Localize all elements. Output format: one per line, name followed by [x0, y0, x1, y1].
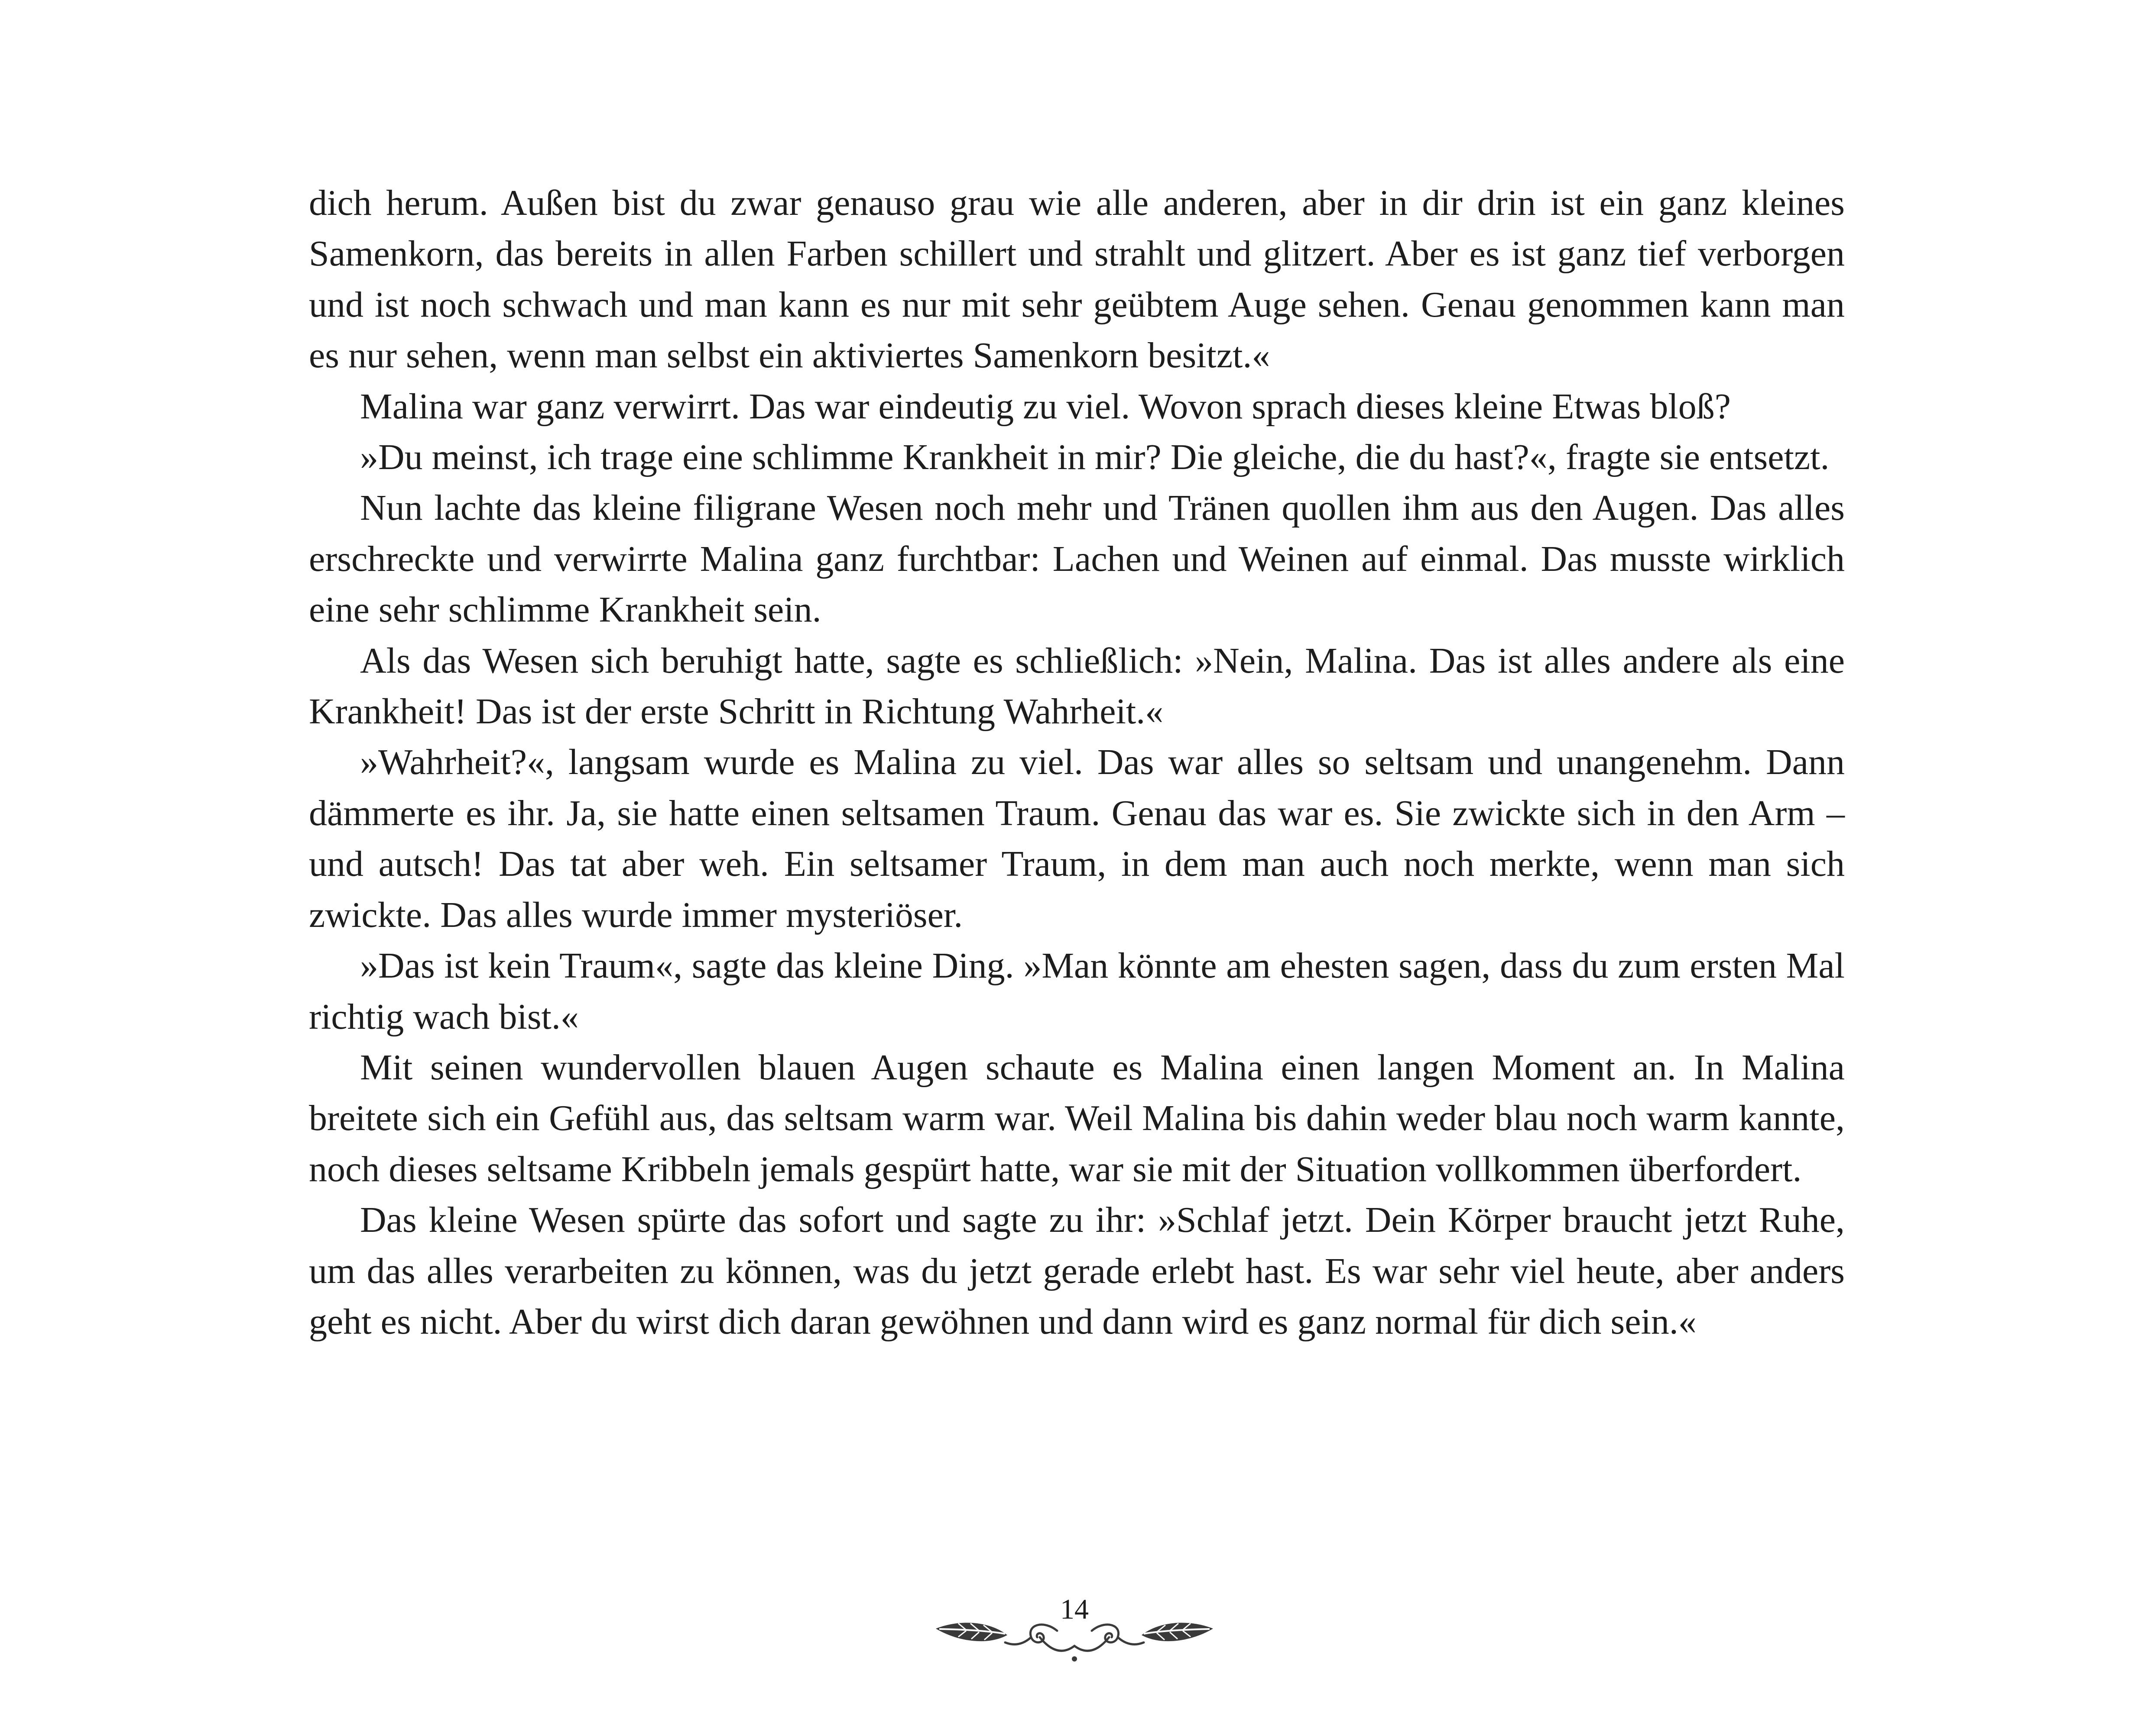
- paragraph-8: Mit seinen wundervollen blauen Augen schaute es Malina einen langen Moment an. In Malina breitete sich ein Gefühl aus, das seltsam warm war. Weil Malina bis dahin weder blau noch warm kannte, noch dieses seltsame Kribbeln jemals gespürt hatte, war sie mit der Situation vollkommen überfordert.: [309, 1047, 1845, 1189]
- paragraph-3: »Du meinst, ich trage eine schlimme Krankheit in mir? Die gleiche, die du hast?«, fragte sie entsetzt.: [360, 437, 1830, 478]
- body-text: [309, 178, 1845, 1347]
- paragraph-9: Das kleine Wesen spürte das sofort und sagte zu ihr: »Schlaf jetzt. Dein Körper braucht jetzt Ruhe, um das alles verarbeiten zu können, was du jetzt gerade erlebt hast. Es war sehr viel heute, aber anders geht es nicht. Aber du wirst dich daran gewöhnen und dann wird es ganz normal für dich sein.«: [309, 1200, 1845, 1342]
- page-footer: [927, 1594, 1222, 1672]
- page-number: 14: [1060, 1593, 1089, 1625]
- paragraph-5: Als das Wesen sich beruhigt hatte, sagte es schließlich: »Nein, Malina. Das ist alles andere als eine Krankheit! Das ist der erste Schritt in Richtung Wahrheit.«: [309, 640, 1845, 732]
- paragraph-7: »Das ist kein Traum«, sagte das kleine Ding. »Man könnte am ehesten sagen, dass du zum ersten Mal richtig wach bist.«: [309, 946, 1845, 1037]
- paragraph-4: Nun lachte das kleine filigrane Wesen noch mehr und Tränen quollen ihm aus den Augen. Das alles erschreckte und verwirrte Malina ganz furchtbar: Lachen und Weinen auf einmal. Das musste wirklich eine sehr schlimme Krankheit sein.: [309, 488, 1845, 630]
- paragraph-6: »Wahrheit?«, langsam wurde es Malina zu viel. Das war alles so seltsam und unangenehm. Dann dämmerte es ihr. Ja, sie hatte einen seltsamen Traum. Genau das war es. Sie zwickte sich in den Arm – und autsch! Das tat aber weh. Ein seltsamer Traum, in dem man auch noch merkte, wenn man sich zwickte. Das alles wurde immer mysteriöser.: [309, 742, 1845, 935]
- paragraph-1: dich herum. Außen bist du zwar genauso grau wie alle anderen, aber in dir drin ist ein ganz kleines Samenkorn, das bereits in allen Farben schillert und strahlt und glitzert. Aber es ist ganz tief verborgen und ist noch schwach und man kann es nur mit sehr geübtem Auge sehen. Genau genommen kann man es nur sehen, wenn man selbst ein aktiviertes Samenkorn besitzt.«: [309, 183, 1845, 376]
- paragraph-2: Malina war ganz verwirrt. Das war eindeutig zu viel. Wovon sprach dieses kleine Etwas bloß?: [360, 386, 1731, 427]
